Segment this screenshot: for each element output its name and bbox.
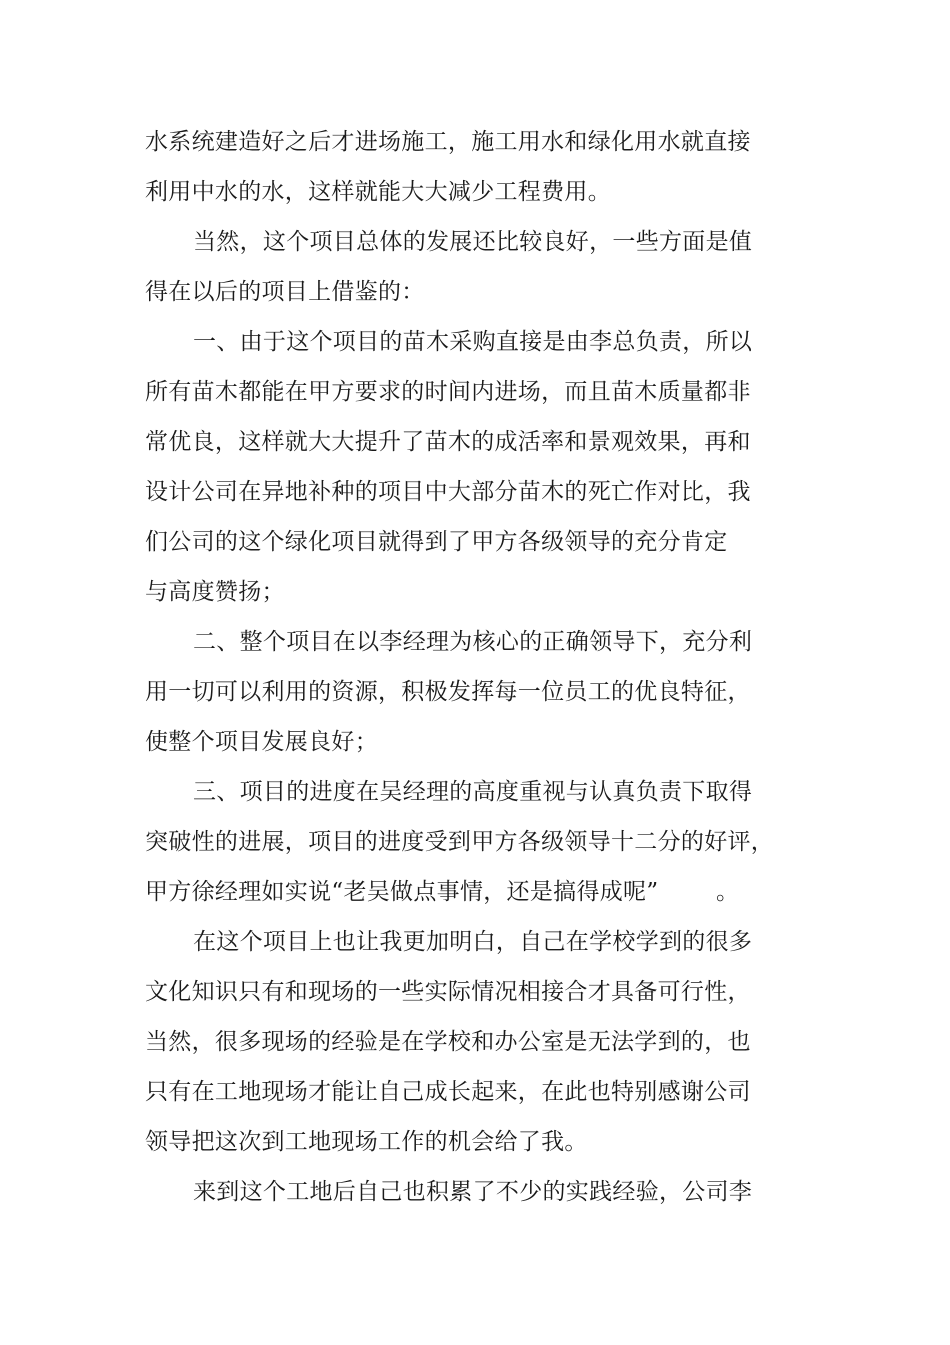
text-line: 文化知识只有和现场的一些实际情况相接合才具备可行性， xyxy=(145,979,751,1005)
text-line: 们公司的这个绿化项目就得到了甲方各级领导的充分肯定 xyxy=(145,529,728,555)
text-line: 利用中水的水，这样就能大大减少工程费用。 xyxy=(145,179,611,205)
text-line: 常优良，这样就大大提升了苗木的成活率和景观效果，再和 xyxy=(145,429,751,455)
paragraph-start-line: 三、项目的进度在吴经理的高度重视与认真负责下取得 xyxy=(193,779,753,805)
text-line: 领导把这次到工地现场工作的机会给了我。 xyxy=(145,1129,588,1155)
text-line: 用一切可以利用的资源，积极发挥每一位员工的优良特征， xyxy=(145,679,751,705)
text-line: 突破性的进展，项目的进度受到甲方各级领导十二分的好评， xyxy=(145,829,775,855)
text-line: 得在以后的项目上借鉴的： xyxy=(145,279,425,305)
text-line: 当然，很多现场的经验是在学校和办公室是无法学到的，也 xyxy=(145,1029,751,1055)
text-line: 与高度赞扬； xyxy=(145,579,285,605)
text-line: 甲方徐经理如实说“老吴做点事情，还是搞得成呢” xyxy=(145,879,659,905)
trailing-period: 。 xyxy=(716,879,739,905)
text-line: 水系统建造好之后才进场施工，施工用水和绿化用水就直接 xyxy=(145,129,751,155)
paragraph-start-line: 二、整个项目在以李经理为核心的正确领导下，充分利 xyxy=(193,629,753,655)
paragraph-start-line: 当然，这个项目总体的发展还比较良好，一些方面是值 xyxy=(193,229,753,255)
paragraph-start-line: 来到这个工地后自己也积累了不少的实践经验，公司李 xyxy=(193,1179,753,1205)
paragraph-start-line: 在这个项目上也让我更加明白，自己在学校学到的很多 xyxy=(193,929,753,955)
text-line: 设计公司在异地补种的项目中大部分苗木的死亡作对比，我 xyxy=(145,479,751,505)
paragraph-start-line: 一、由于这个项目的苗木采购直接是由李总负责，所以 xyxy=(193,329,753,355)
text-line: 所有苗木都能在甲方要求的时间内进场，而且苗木质量都非 xyxy=(145,379,751,405)
text-line: 只有在工地现场才能让自己成长起来，在此也特别感谢公司 xyxy=(145,1079,751,1105)
text-line: 使整个项目发展良好； xyxy=(145,729,378,755)
